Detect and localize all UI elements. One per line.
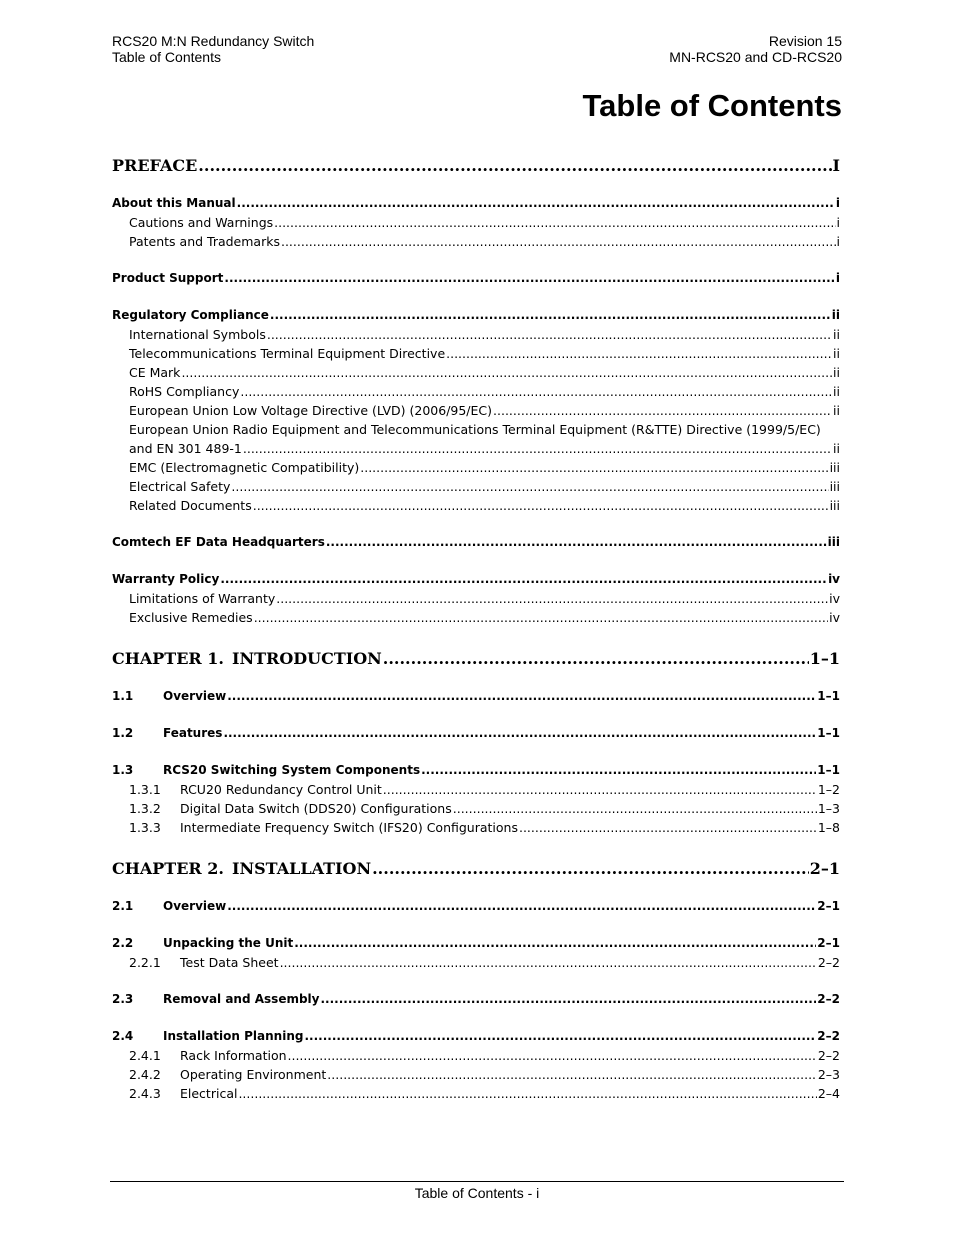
toc-section[interactable]: 2.1 Overview ..... 2–1	[112, 897, 840, 916]
toc-subsection[interactable]: 2.2.1 Test Data Sheet ..... 2–2	[112, 953, 840, 972]
toc-subentry[interactable]: RoHS Compliancy ..... ii	[112, 382, 840, 401]
toc-entry-warranty[interactable]: Warranty Policy ..... iv	[112, 570, 840, 589]
toc-entry-product-support[interactable]: Product Support ..... i	[112, 269, 840, 288]
toc-entry-regulatory[interactable]: Regulatory Compliance ..... ii	[112, 306, 840, 325]
page-footer: Table of Contents - i	[414, 1185, 540, 1201]
toc-subentry-rtte-line1[interactable]: European Union Radio Equipment and Telecommunications Terminal Equipment (R&TTE) Directive (1999/5/EC)	[129, 422, 821, 437]
toc-subentry[interactable]: Related Documents ..... iii	[112, 496, 840, 515]
doc-title: RCS20 M:N Redundancy Switch	[112, 33, 315, 49]
toc-subentry[interactable]: International Symbols ..... ii	[112, 325, 840, 344]
toc-chapter-1[interactable]: CHAPTER 1. INTRODUCTION ..... 1–1	[112, 645, 840, 673]
toc-subentry[interactable]: European Union Low Voltage Directive (LVD) (2006/95/EC) ..... ii	[112, 401, 840, 420]
toc-subentry[interactable]: CE Mark ..... ii	[112, 363, 840, 382]
toc-subsection[interactable]: 2.4.2 Operating Environment ..... 2–3	[112, 1065, 840, 1084]
page-title: Table of Contents	[582, 88, 842, 123]
toc-subentry[interactable]: EMC (Electromagnetic Compatibility) ..... iii	[112, 458, 840, 477]
doc-number: MN-RCS20 and CD-RCS20	[669, 49, 842, 65]
toc-chapter-2[interactable]: CHAPTER 2. INSTALLATION ..... 2–1	[112, 855, 840, 883]
footer-divider	[110, 1181, 844, 1182]
toc-subsection[interactable]: 2.4.3 Electrical ..... 2–4	[112, 1084, 840, 1103]
toc-subentry[interactable]: Telecommunications Terminal Equipment Directive ..... ii	[112, 344, 840, 363]
toc-section[interactable]: 1.3 RCS20 Switching System Components ..... 1–1	[112, 761, 840, 780]
toc-section[interactable]: 2.4 Installation Planning ..... 2–2	[112, 1027, 840, 1046]
toc-subentry[interactable]: Cautions and Warnings ..... i	[112, 213, 840, 232]
toc-subentry[interactable]: Patents and Trademarks ..... i	[112, 232, 840, 251]
toc-section[interactable]: 2.3 Removal and Assembly ..... 2–2	[112, 990, 840, 1009]
toc-section[interactable]: 2.2 Unpacking the Unit ..... 2–1	[112, 934, 840, 953]
toc-subentry-rtte-line2[interactable]: and EN 301 489-1 ..... ii	[112, 439, 840, 458]
toc-section[interactable]: 1.1 Overview ..... 1–1	[112, 687, 840, 706]
toc-subsection[interactable]: 2.4.1 Rack Information ..... 2–2	[112, 1046, 840, 1065]
running-header-right	[669, 33, 842, 65]
toc-subentry[interactable]: Limitations of Warranty ..... iv	[112, 589, 840, 608]
revision: Revision 15	[768, 33, 842, 49]
toc-entry-about[interactable]: About this Manual ..... i	[112, 194, 840, 213]
toc-subentry[interactable]: Exclusive Remedies ..... iv	[112, 608, 840, 627]
toc-entry-headquarters[interactable]: Comtech EF Data Headquarters ..... iii	[112, 533, 840, 552]
toc-subsection[interactable]: 1.3.1 RCU20 Redundancy Control Unit ..... 1–2	[112, 780, 840, 799]
toc	[112, 150, 840, 1103]
running-header-left	[112, 33, 314, 65]
toc-subsection[interactable]: 1.3.3 Intermediate Frequency Switch (IFS20) Configurations ..... 1–8	[112, 818, 840, 837]
toc-section[interactable]: 1.2 Features ..... 1–1	[112, 724, 840, 743]
toc-subsection[interactable]: 1.3.2 Digital Data Switch (DDS20) Configurations ..... 1–3	[112, 799, 840, 818]
toc-entry-preface[interactable]: PREFACE ..... I	[112, 152, 840, 180]
section-name: Table of Contents	[112, 49, 221, 65]
toc-subentry[interactable]: Electrical Safety ..... iii	[112, 477, 840, 496]
